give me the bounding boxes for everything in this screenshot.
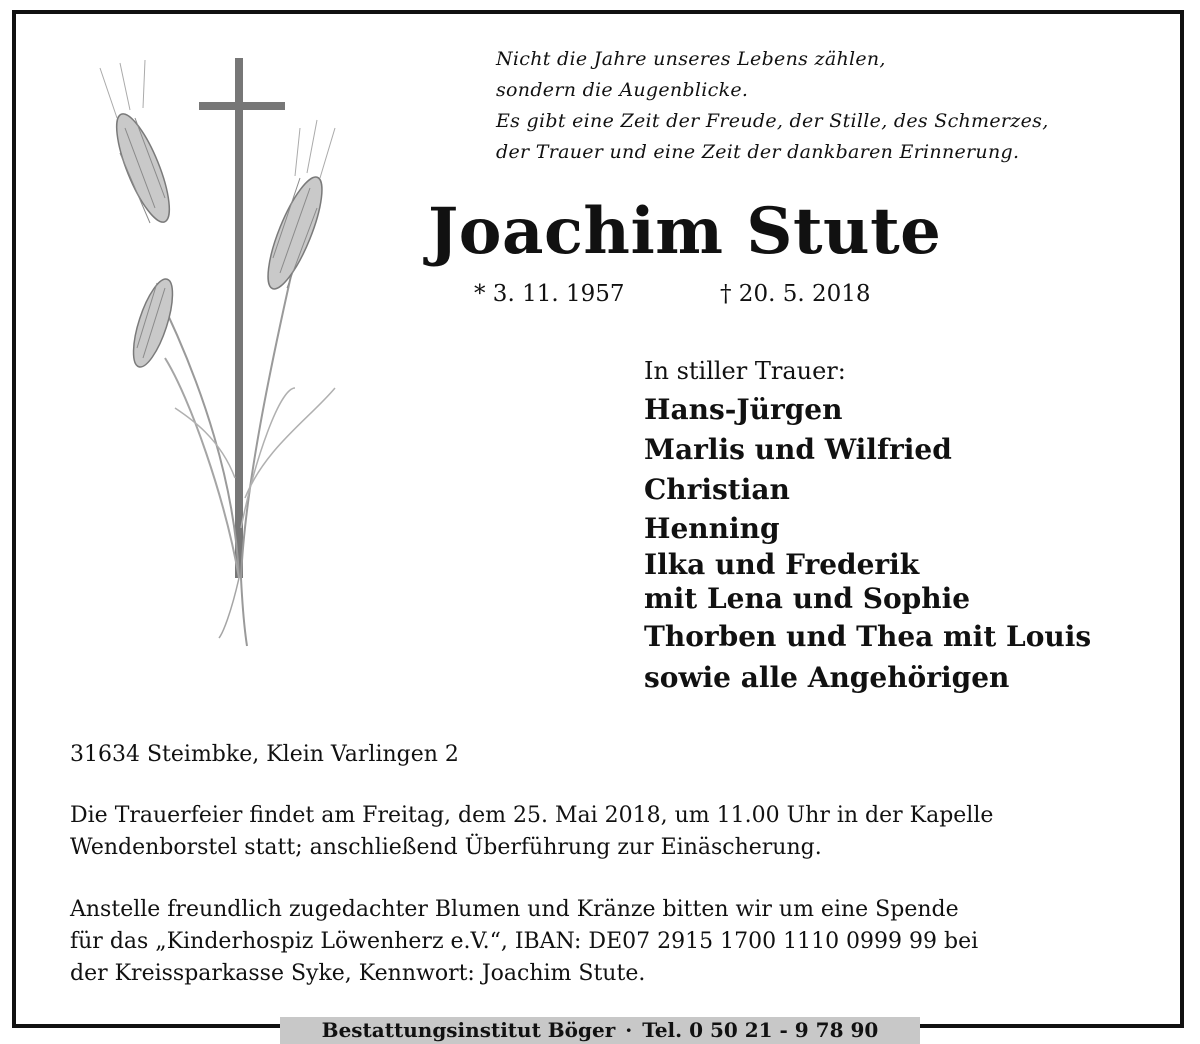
service-info [70,800,1150,864]
donation-line: der Kreissparkasse Syke, Kennwort: Joachim Stute. [70,961,646,986]
birth-date: * 3. 11. 1957 [474,281,625,307]
mourner-name: Christian [644,473,790,506]
mourner-name: mit Lena und Sophie [644,582,971,615]
memorial-quote [496,44,1156,168]
funeral-home-phone: Tel. 0 50 21 - 9 78 90 [642,1018,879,1042]
service-line: Die Trauerfeier findet am Freitag, dem 25. Mai 2018, um 11.00 Uhr in der Kapelle [70,803,994,828]
mourners-intro: In stiller Trauer: [644,357,846,385]
deceased-name: Joachim Stute [428,194,942,269]
mourners-list [644,352,1164,698]
service-line: Wendenborstel statt; anschließend Überführung zur Einäscherung. [70,835,822,860]
footer-separator: · [625,1018,633,1042]
donation-line: Anstelle freundlich zugedachter Blumen und Kränze bitten wir um eine Spende [70,897,959,922]
quote-line: sondern die Augenblicke. [496,79,749,101]
funeral-home-name: Bestattungsinstitut Böger [321,1018,616,1042]
mourner-name: Thorben und Thea mit Louis [644,620,1092,653]
quote-line: der Trauer und eine Zeit der dankbaren Erinnerung. [496,141,1020,163]
mourner-name: sowie alle Angehörigen [644,661,1010,694]
quote-line: Es gibt eine Zeit der Freude, der Stille, des Schmerzes, [496,110,1049,132]
cross-wheat-icon [95,58,345,648]
mourner-name: Hans-Jürgen [644,393,843,426]
death-date: † 20. 5. 2018 [720,281,871,307]
mourner-name: Marlis und Wilfried [644,433,952,466]
donation-info [70,894,1150,990]
address: 31634 Steimbke, Klein Varlingen 2 [70,742,459,767]
quote-line: Nicht die Jahre unseres Lebens zählen, [496,48,886,70]
mourner-name: Ilka und Frederik [644,548,920,581]
mourner-name: Henning [644,512,780,545]
donation-line: für das „Kinderhospiz Löwenherz e.V.“, IBAN: DE07 2915 1700 1110 0999 99 bei [70,929,979,954]
funeral-home-footer [280,1017,920,1044]
